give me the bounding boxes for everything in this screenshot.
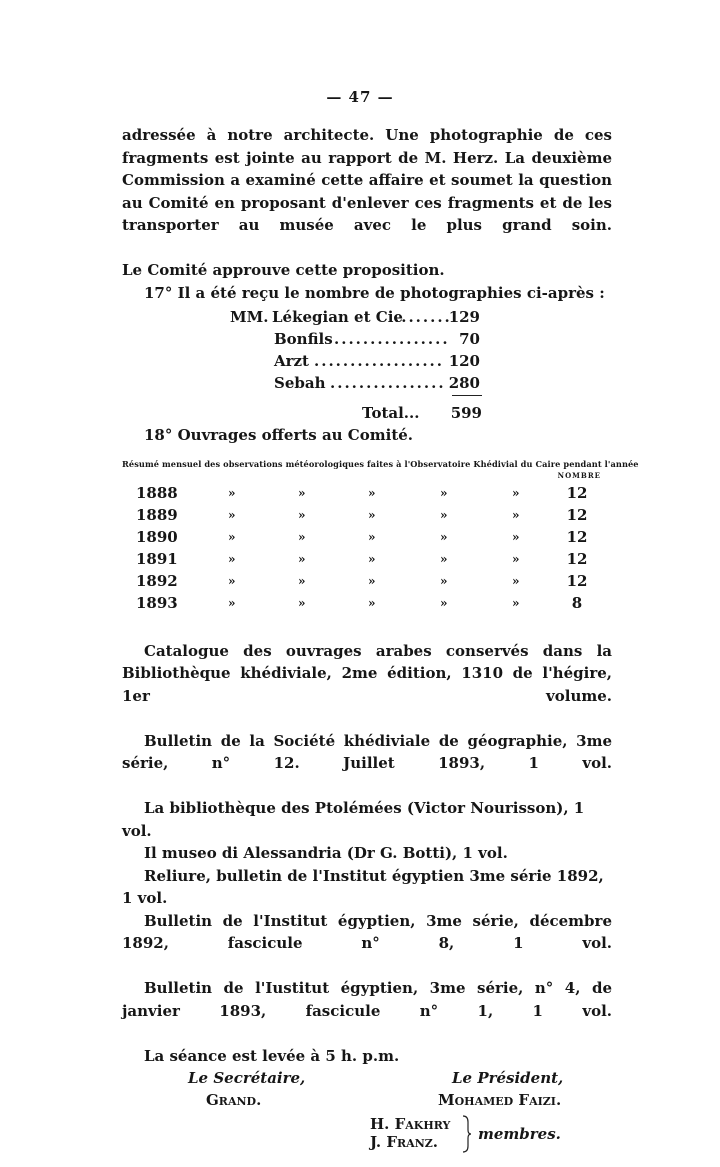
list-item: Il museo di Alessandria (Dr G. Botti), 1 vol.	[144, 844, 508, 862]
photo-count: 120	[448, 352, 480, 370]
signatures-block	[122, 1067, 612, 1167]
photographer-name: Bonfils	[274, 330, 333, 348]
leader-dots: ................	[334, 330, 450, 348]
ditto-mark: »	[298, 551, 306, 566]
table-row	[122, 504, 612, 526]
year-cell: 1889	[136, 505, 178, 524]
ditto-mark: »	[368, 529, 376, 544]
year-cell: 1892	[136, 571, 178, 590]
count-cell: 12	[566, 571, 588, 590]
year-cell: 1890	[136, 527, 178, 546]
list-item	[122, 372, 612, 394]
ditto-mark: »	[298, 529, 306, 544]
page-body	[122, 124, 639, 1167]
ditto-mark: »	[298, 573, 306, 588]
count-cell: 12	[566, 483, 588, 502]
table-row	[122, 482, 612, 504]
list-item: Catalogue des ouvrages arabes conservés dans la Bibliothèque khédiviale, 2me édition, 1310 de l'hégire, 1er volume.	[122, 641, 612, 705]
photographer-prefix: MM.	[230, 308, 269, 326]
secretary-name: Grand.	[206, 1091, 262, 1109]
photographs-list	[122, 306, 612, 402]
leader-dots: ................	[330, 374, 446, 392]
photographer-name: Lékegian et Cie	[272, 308, 403, 326]
president-name: Mohamed Faizi.	[438, 1091, 562, 1109]
paragraph-approval: Le Comité approuve cette proposition.	[122, 261, 445, 279]
count-cell: 12	[566, 505, 588, 524]
ditto-mark: »	[368, 485, 376, 500]
year-cell: 1893	[136, 593, 178, 612]
books-list	[122, 640, 612, 1068]
ditto-mark: »	[228, 551, 236, 566]
ditto-mark: »	[368, 573, 376, 588]
ditto-mark: »	[512, 485, 520, 500]
ditto-mark: »	[368, 595, 376, 610]
count-cell: 12	[566, 549, 588, 568]
brace-icon	[460, 1114, 472, 1154]
total-label: Total...	[362, 404, 420, 422]
closing-line: La séance est levée à 5 h. p.m.	[144, 1046, 400, 1065]
ditto-mark: »	[228, 507, 236, 522]
photographer-name: Sebah	[274, 374, 326, 392]
sum-rule	[452, 395, 482, 396]
table-row	[122, 526, 612, 548]
ditto-mark: »	[228, 485, 236, 500]
leader-dots: ........	[394, 308, 452, 326]
leader-dots: ..................	[314, 352, 444, 370]
page-number: — 47 —	[326, 88, 394, 106]
ditto-mark: »	[228, 529, 236, 544]
paragraph-architect: adressée à notre architecte. Une photographie de ces fragments est jointe au rapport de M. Herz. La deuxième Commission a examiné cette affaire et soumet la question au Comité en proposant d'enlever ces fragments et de les transporter au musée avec le plus grand soin.	[122, 126, 612, 234]
year-cell: 1888	[136, 483, 178, 502]
list-item: La bibliothèque des Ptolémées (Victor Nourisson), 1 vol.	[122, 799, 585, 840]
list-item: Reliure, bulletin de l'Institut égyptien 3me série 1892, 1 vol.	[122, 866, 604, 907]
list-item	[122, 328, 612, 350]
item-17-heading: 17° Il a été reçu le nombre de photographies ci-après :	[144, 283, 605, 302]
secretary-title: Le Secrétaire,	[188, 1069, 306, 1087]
total-row	[122, 402, 612, 424]
ditto-mark: »	[440, 595, 448, 610]
photographer-name: Arzt	[274, 352, 309, 370]
ditto-mark: »	[512, 507, 520, 522]
ditto-mark: »	[228, 573, 236, 588]
ditto-mark: »	[298, 507, 306, 522]
president-title: Le Président,	[452, 1069, 564, 1087]
resume-header: Résumé mensuel des observations météorologiques faites à l'Observatoire Khédivial du Caire pendant l'année	[122, 458, 639, 469]
ditto-mark: »	[298, 485, 306, 500]
list-item	[122, 306, 612, 328]
photo-count: 70	[459, 330, 480, 348]
list-item: Bulletin de la Société khédiviale de géographie, 3me série, n° 12. Juillet 1893, 1 vol.	[122, 731, 612, 772]
ditto-mark: »	[440, 529, 448, 544]
ditto-mark: »	[512, 573, 520, 588]
ditto-mark: »	[368, 507, 376, 522]
ditto-mark: »	[228, 595, 236, 610]
ditto-mark: »	[368, 551, 376, 566]
table-row	[122, 592, 612, 614]
total-value: 599	[450, 404, 482, 422]
count-cell: 8	[571, 593, 583, 612]
photo-count: 280	[448, 374, 480, 392]
ditto-mark: »	[512, 529, 520, 544]
count-cell: 12	[566, 527, 588, 546]
ditto-mark: »	[512, 551, 520, 566]
ditto-mark: »	[440, 573, 448, 588]
ditto-mark: »	[440, 551, 448, 566]
photo-count: 129	[448, 308, 480, 326]
list-item: Bulletin de l'Institut égyptien, 3me série, décembre 1892, fascicule n° 8, 1 vol.	[122, 911, 612, 952]
ditto-mark: »	[440, 507, 448, 522]
list-item	[122, 350, 612, 372]
ditto-mark: »	[440, 485, 448, 500]
observations-table	[122, 482, 612, 622]
ditto-mark: »	[512, 595, 520, 610]
table-row	[122, 548, 612, 570]
item-18-heading: 18° Ouvrages offerts au Comité.	[144, 426, 414, 444]
members-label: membres.	[478, 1125, 561, 1143]
member-name: J. Franz.	[370, 1133, 439, 1151]
member-name: H. Fakhry	[370, 1115, 451, 1133]
table-row	[122, 570, 612, 592]
ditto-mark: »	[298, 595, 306, 610]
nombre-column-label: NOMBRE	[557, 470, 601, 480]
year-cell: 1891	[136, 549, 178, 568]
list-item: Bulletin de l'Iustitut égyptien, 3me série, n° 4, de janvier 1893, fascicule n° 1, 1 vol.	[122, 979, 612, 1020]
